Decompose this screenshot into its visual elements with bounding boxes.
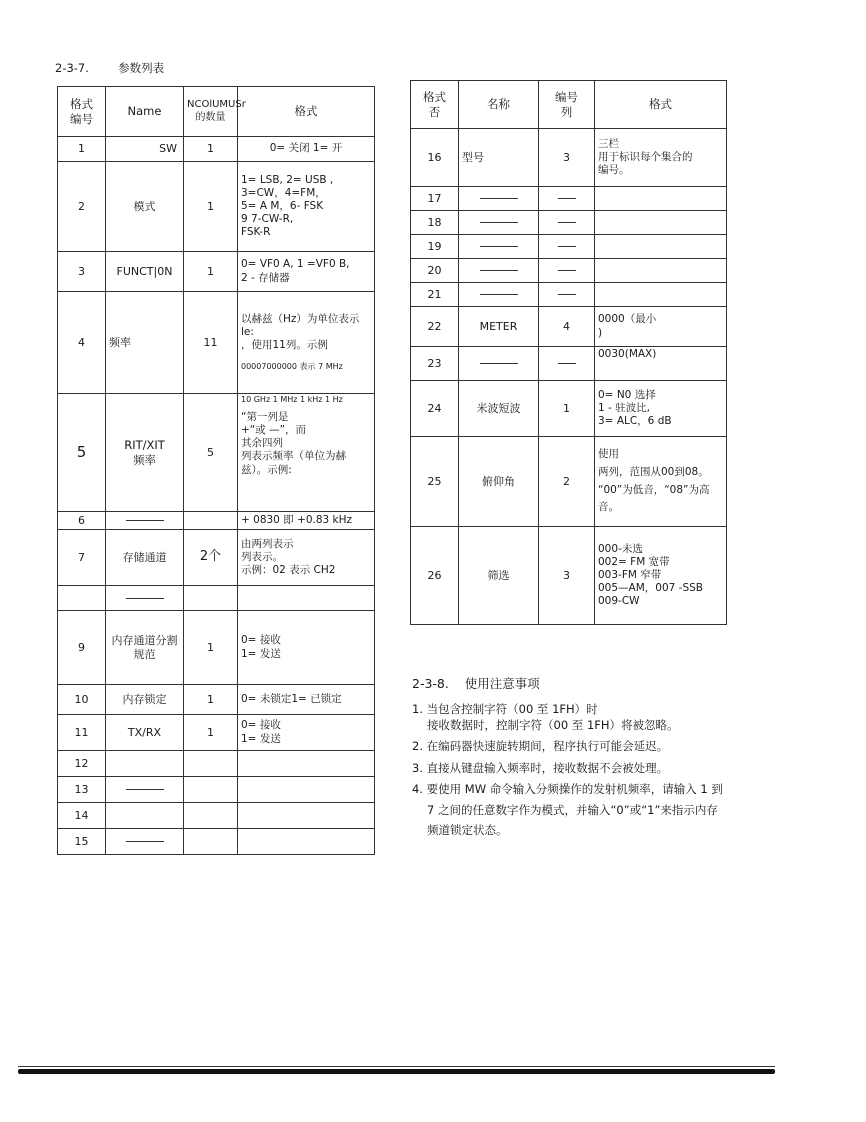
header-format: 格式 (238, 87, 375, 137)
row-no: 1 (58, 137, 106, 162)
row-no: 4 (58, 292, 106, 394)
table-row (411, 527, 727, 625)
row-name: 型号 (459, 129, 539, 187)
table-row (411, 235, 727, 259)
row-no: 10 (58, 685, 106, 715)
table-row (58, 394, 375, 512)
note-text: 在编码器快速旋转期间，程序执行可能会延迟。 (426, 739, 669, 753)
row-format: + 0830 即 +0.83 kHz (238, 512, 375, 530)
section-title-notes: 2-3-8. 使用注意事项 (412, 676, 540, 691)
table-row (58, 803, 375, 829)
table-row (58, 715, 375, 751)
row-format: 三栏 用于标识每个集合的 编号。 (595, 129, 727, 187)
row-no: 25 (411, 437, 459, 527)
note-item (412, 757, 668, 779)
table-row (58, 829, 375, 855)
row-no: 11 (58, 715, 106, 751)
row-name: METER (459, 307, 539, 347)
row-no: 21 (411, 283, 459, 307)
row-format: 0030(MAX) (595, 347, 727, 381)
row-format: 1= LSB, 2= USB , 3=CW，4=FM， 5= A M，6- FSK 9 7-CW-R, FSK-R (238, 162, 375, 252)
table-row (58, 777, 375, 803)
table-row (58, 137, 375, 162)
row-no: 20 (411, 259, 459, 283)
row-format: 使用 两列，范围从00到08。 “00”为低音，“08”为高 音。 (595, 437, 727, 527)
footer-rule-thin (18, 1066, 775, 1067)
note-text: 直接从键盘输入频率时，接收数据不会被处理。 (426, 761, 669, 775)
table-row (411, 211, 727, 235)
dash-mark (558, 294, 576, 295)
row-no: 24 (411, 381, 459, 437)
row-cols: 4 (539, 307, 595, 347)
row-no: 17 (411, 187, 459, 211)
params-table-left (57, 86, 375, 855)
header-name: 名称 (459, 81, 539, 129)
table-row (58, 512, 375, 530)
table-row (58, 685, 375, 715)
table-row (411, 381, 727, 437)
row-no: 26 (411, 527, 459, 625)
dash-mark (558, 222, 576, 223)
dash-mark (480, 363, 518, 364)
row-cols: 2 (539, 437, 595, 527)
row-format: 0= N0 选择 1 - 驻波比, 3= ALC，6 dB (595, 381, 727, 437)
row-no: 13 (58, 777, 106, 803)
row-format-scale: 10 GHz 1 MHz 1 kHz 1 Hz (241, 395, 343, 404)
table-row (411, 283, 727, 307)
row-format: 0000（最小 ) (595, 307, 727, 347)
note-text-cont: 频道锁定状态。 (427, 823, 508, 837)
dash-mark (126, 841, 164, 842)
row-no: 23 (411, 347, 459, 381)
note-number: 1. (412, 702, 423, 716)
row-format: 000-未选 002= FM 宽带 003-FM 窄带 005—AM，007 -SSB 009-CW (595, 527, 727, 625)
params-table-right (410, 80, 727, 625)
row-name: 内存锁定 (106, 685, 184, 715)
row-name: TX/RX (106, 715, 184, 751)
dash-mark (480, 294, 518, 295)
table-row (58, 530, 375, 586)
row-no: 12 (58, 751, 106, 777)
row-cols: 1 (184, 252, 238, 292)
row-name: FUNCT|0N (106, 252, 184, 292)
row-name: 模式 (106, 162, 184, 252)
row-no: 18 (411, 211, 459, 235)
table-row (58, 292, 375, 394)
table-row (411, 347, 727, 381)
row-name: 存储通道 (106, 530, 184, 586)
dash-mark (558, 363, 576, 364)
row-name: RIT/XIT 频率 (106, 394, 184, 512)
row-cols: 1 (184, 137, 238, 162)
header-columns: NCOlUMUSr 的数量 (184, 87, 238, 137)
note-number: 3. (412, 761, 423, 775)
row-no: 16 (411, 129, 459, 187)
row-cols: 3 (539, 129, 595, 187)
table-row (411, 437, 727, 527)
row-cols: 2个 (184, 530, 238, 586)
note-number: 2. (412, 739, 423, 753)
note-text-cont: 7 之间的任意数字作为模式，并输入“0”或“1”来指示内存 (427, 803, 718, 817)
row-format: 以赫兹（Hz）为单位表示 le: ，使用11列。示例 (241, 312, 360, 352)
table-row (411, 129, 727, 187)
note-text: 要使用 MW 命令输入分频操作的发射机频率，请输入 1 到 (426, 782, 723, 796)
row-no: 15 (58, 829, 106, 855)
note-text: 当包含控制字符（00 至 1FH）时 (426, 702, 598, 716)
row-name: SW (106, 137, 184, 162)
row-name: 筛选 (459, 527, 539, 625)
footer-rule (18, 1069, 775, 1074)
row-no: 7 (58, 530, 106, 586)
row-format: 0= VF0 A, 1 =VF0 B, 2 - 存储器 (238, 252, 375, 292)
dash-mark (126, 789, 164, 790)
section-title-params: 2-3-7. 参数列表 (55, 61, 165, 75)
note-item (412, 778, 723, 800)
row-format: 0= 接收 1= 发送 (238, 611, 375, 685)
dash-mark (558, 198, 576, 199)
row-no: 19 (411, 235, 459, 259)
row-format: 0= 未锁定1= 已锁定 (238, 685, 375, 715)
row-name: 米波短波 (459, 381, 539, 437)
dash-mark (558, 270, 576, 271)
header-format-no: 格式 编号 (58, 87, 106, 137)
note-item (412, 735, 668, 757)
row-cols: 11 (184, 292, 238, 394)
table-row (58, 611, 375, 685)
header-name: Name (106, 87, 184, 137)
row-cols: 1 (539, 381, 595, 437)
row-cols: 1 (184, 611, 238, 685)
row-cols: 1 (184, 715, 238, 751)
row-format: 0= 接收 1= 发送 (238, 715, 375, 751)
row-cols: 1 (184, 685, 238, 715)
dash-mark (480, 222, 518, 223)
table-row (58, 751, 375, 777)
note-text-cont: 接收数据时，控制字符（00 至 1FH）将被忽略。 (427, 718, 679, 732)
dash-mark (480, 246, 518, 247)
table-row (411, 307, 727, 347)
row-no: 2 (58, 162, 106, 252)
table-row (58, 252, 375, 292)
row-format: 0= 关闭 1= 开 (238, 137, 375, 162)
row-no: 3 (58, 252, 106, 292)
note-number: 4. (412, 782, 423, 796)
dash-mark (480, 270, 518, 271)
table-row (411, 259, 727, 283)
row-format: 由两列表示 列表示。 示例：02 表示 CH2 (238, 530, 375, 586)
table-row (58, 162, 375, 252)
row-cols: 1 (184, 162, 238, 252)
row-cols: 3 (539, 527, 595, 625)
header-format: 格式 (595, 81, 727, 129)
row-format: “第一列是 +“或 —”，而 其余四列 列表示频率（单位为赫 兹）。示例: (241, 411, 346, 476)
row-name: 频率 (106, 292, 184, 394)
row-cols: 5 (184, 394, 238, 512)
header-format-no: 格式 否 (411, 81, 459, 129)
row-name: 俯仰角 (459, 437, 539, 527)
row-name: 内存通道分割规范 (106, 611, 184, 685)
row-no: 5 (58, 394, 106, 512)
dash-mark (126, 598, 164, 599)
row-no: 9 (58, 611, 106, 685)
row-no: 6 (58, 512, 106, 530)
row-no: 22 (411, 307, 459, 347)
table-row (411, 187, 727, 211)
row-format-example: 00007000000 表示 7 MHz (241, 362, 343, 372)
header-columns: 编号 列 (539, 81, 595, 129)
dash-mark (480, 198, 518, 199)
row-no: 14 (58, 803, 106, 829)
dash-mark (558, 246, 576, 247)
dash-mark (126, 520, 164, 521)
